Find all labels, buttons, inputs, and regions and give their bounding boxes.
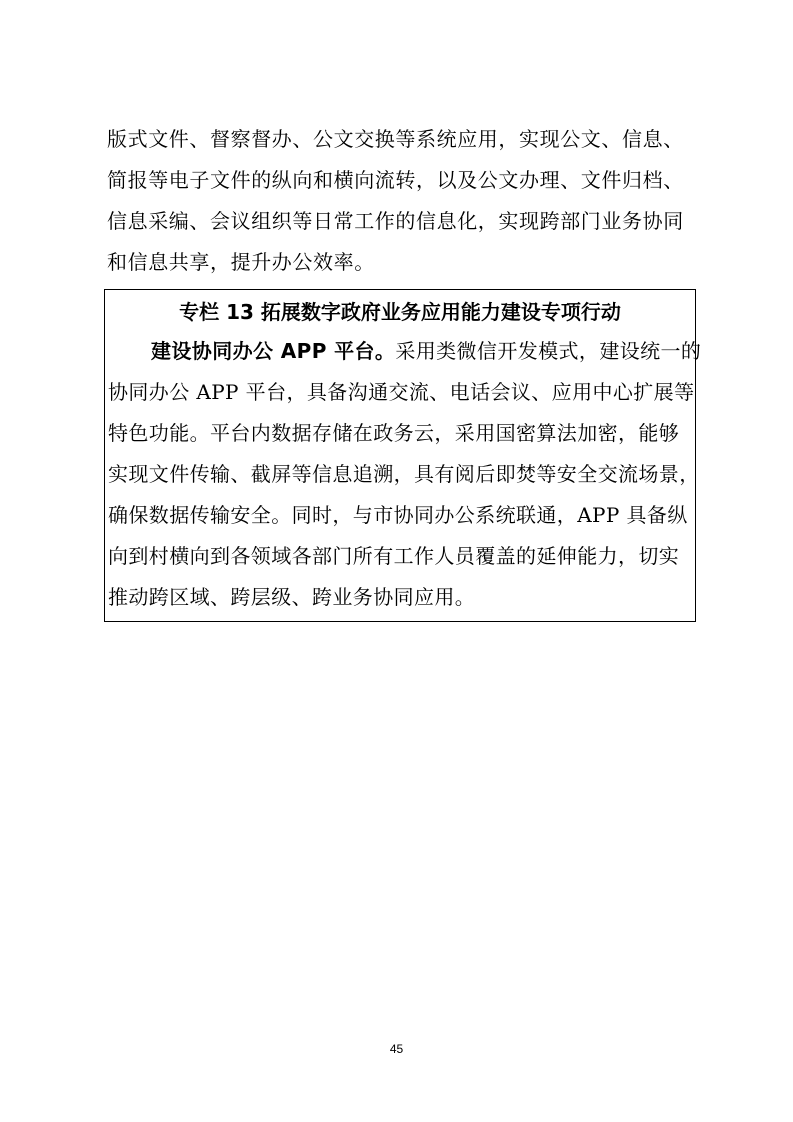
box-line-1 [151, 337, 702, 365]
intro-line-3: 信息采编、会议组织等日常工作的信息化，实现跨部门业务协同 [107, 209, 684, 233]
box-line-1-text: 采用类微信开发模式，建设统一的 [395, 339, 702, 363]
box-line-5: 确保数据传输安全。同时，与市协同办公系统联通，APP 具备纵 [108, 503, 688, 527]
intro-line-2: 简报等电子文件的纵向和横向流转，以及公文办理、文件归档、 [107, 168, 684, 192]
intro-line-4: 和信息共享，提升办公效率。 [107, 250, 375, 274]
page-number: 45 [389, 1042, 404, 1056]
box-line-2: 协同办公 APP 平台，具备沟通交流、电话会议、应用中心扩展等 [108, 380, 695, 404]
box-line-7: 推动跨区域、跨层级、跨业务协同应用。 [108, 585, 476, 609]
box-lead-heading: 建设协同办公 APP 平台。 [151, 339, 396, 363]
special-column-box [104, 289, 702, 622]
box-line-6: 向到村横向到各领域各部门所有工作人员覆盖的延伸能力，切实 [108, 544, 680, 568]
box-line-3: 特色功能。平台内数据存储在政务云，采用国密算法加密，能够 [108, 421, 680, 445]
special-column-title: 专栏 13 拓展数字政府业务应用能力建设专项行动 [179, 300, 621, 324]
box-line-4: 实现文件传输、截屏等信息追溯，具有阅后即焚等安全交流场景， [108, 462, 700, 486]
intro-line-1: 版式文件、督察督办、公文交换等系统应用，实现公文、信息、 [107, 127, 684, 151]
